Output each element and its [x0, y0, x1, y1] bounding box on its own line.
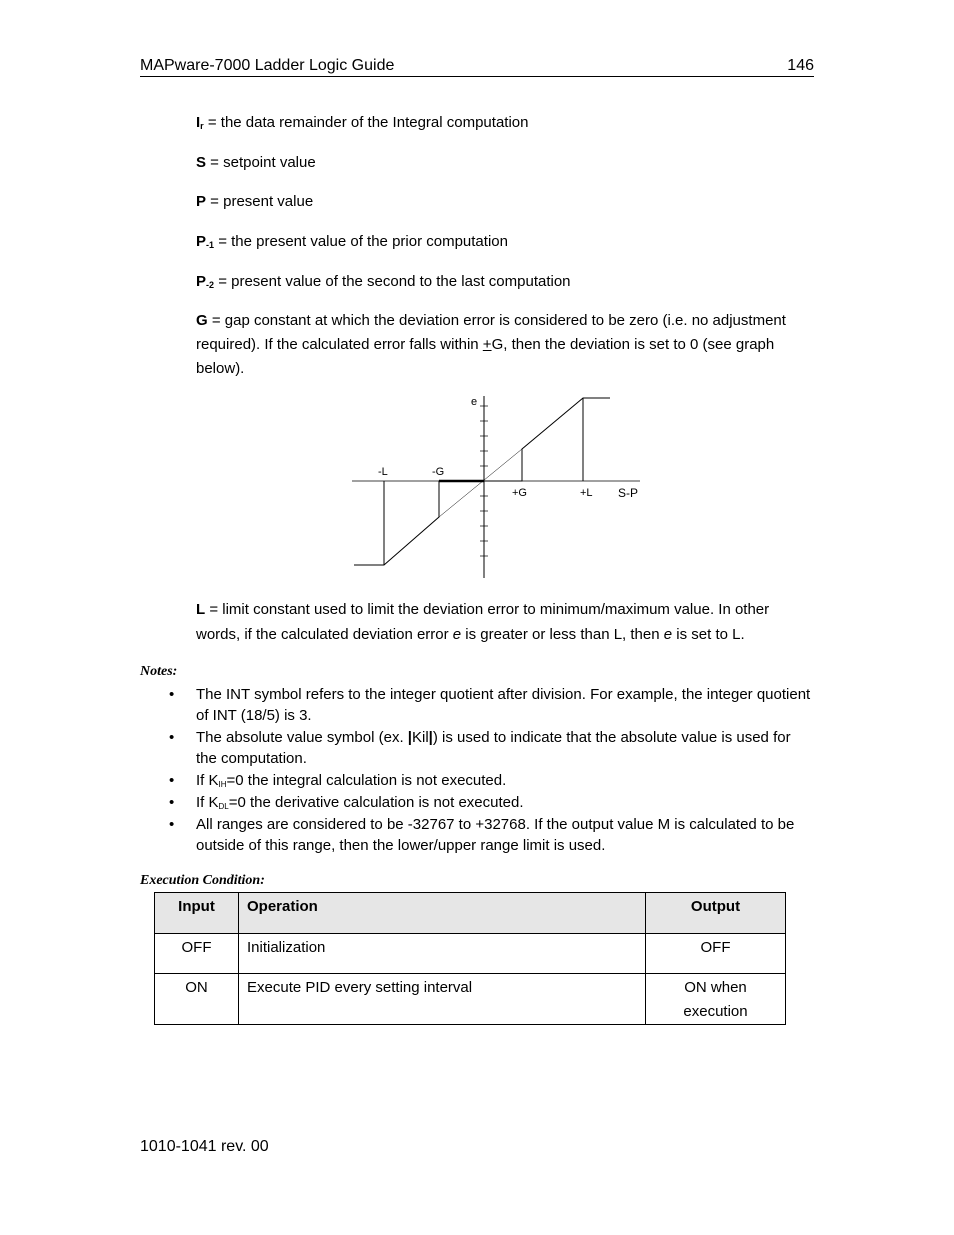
deadband-graph — [340, 390, 650, 585]
symbol: L — [196, 601, 206, 618]
note-text: Kil — [411, 729, 429, 746]
cell-operation: Initialization — [239, 934, 646, 974]
note-kdl — [196, 792, 814, 813]
subscript: -2 — [206, 280, 215, 290]
header-input: Input — [155, 893, 239, 934]
cell-input: ON — [155, 974, 239, 1025]
definition-text: is greater or less than L, then — [461, 626, 664, 643]
definition-text: is set to L. — [672, 626, 745, 643]
y-axis-label: e — [471, 396, 478, 408]
abs-bar-left: | — [407, 729, 412, 746]
table-row — [155, 934, 786, 974]
note-text: ) is used to indicate that the absolute value is used for the computation. — [196, 729, 791, 767]
page-header — [140, 56, 814, 77]
symbol: P — [196, 193, 207, 210]
cell-output: ON when execution — [646, 974, 786, 1025]
subscript: -1 — [206, 240, 215, 250]
note-text: If K — [196, 794, 219, 811]
notes-list — [196, 684, 814, 857]
error-symbol: e — [452, 626, 462, 643]
reference-diagonal — [439, 449, 522, 517]
definition-text: G, then the deviation is set to 0 (see graph below). — [196, 336, 775, 377]
note-absolute-value — [196, 727, 814, 769]
symbol: P — [196, 233, 207, 250]
definition-text: = present value — [206, 193, 314, 210]
note-kih — [196, 770, 814, 791]
header-operation: Operation — [239, 893, 646, 934]
symbol: G — [196, 312, 208, 329]
definition-ir — [196, 111, 814, 135]
definition-text: = limit constant used to limit the deviation error to minimum/maximum value. In other words, if the calculated deviation error — [196, 601, 770, 643]
cell-output: OFF — [646, 934, 786, 974]
note-ranges: • All ranges are considered to be -32767 to +32768. If the output value M is calculated to be outside of this range, then the lower/upper range limit is used. — [196, 814, 814, 856]
cell-operation: Execute PID every setting interval — [239, 974, 646, 1025]
definition-p1 — [196, 230, 814, 254]
note-text: =0 the derivative calculation is not executed. — [228, 794, 524, 811]
x-axis-label: S-P — [618, 486, 639, 500]
table-row — [155, 974, 786, 1025]
notes-heading: Notes: — [140, 664, 178, 679]
symbol: I — [196, 114, 201, 131]
definition-g — [196, 309, 814, 381]
definition-l — [196, 597, 814, 647]
symbol: P — [196, 273, 207, 290]
neg-g-label: -G — [432, 466, 445, 478]
pos-g-label: +G — [512, 487, 527, 499]
definition-p — [196, 190, 814, 214]
neg-l-label: -L — [378, 466, 388, 478]
definition-p2 — [196, 270, 814, 294]
pos-l-label: +L — [580, 487, 593, 499]
header-title: MAPware-7000 Ladder Logic Guide — [140, 57, 395, 74]
note-int-symbol: • The INT symbol refers to the integer quotient after division. For example, the integer quotient of INT (18/5) is 3. — [196, 684, 814, 726]
subscript: IH — [218, 780, 227, 789]
note-text: =0 the integral calculation is not executed. — [226, 772, 507, 789]
page-number: 146 — [787, 57, 814, 74]
document-id: 1010-1041 rev. 00 — [140, 1138, 269, 1155]
abs-bar-right: | — [428, 729, 433, 746]
definition-text: = the data remainder of the Integral computation — [203, 114, 529, 131]
definition-text: = present value of the second to the last computation — [214, 273, 571, 290]
definition-text: = the present value of the prior computation — [214, 233, 508, 250]
definition-text: = gap constant at which the deviation error is considered to be zero (i.e. no adjustment required). If the calculated error falls within — [196, 312, 786, 353]
table-header-row — [155, 893, 786, 934]
symbol: S — [196, 154, 207, 171]
definition-text: = setpoint value — [206, 154, 316, 171]
note-text: The absolute value symbol (ex. — [196, 729, 408, 746]
definition-s — [196, 151, 814, 175]
header-output: Output — [646, 893, 786, 934]
plus-minus-sign: + — [482, 336, 492, 353]
note-text: If K — [196, 772, 219, 789]
subscript: r — [200, 121, 204, 131]
execution-table — [154, 892, 786, 1025]
execution-heading: Execution Condition: — [140, 873, 265, 888]
cell-input: OFF — [155, 934, 239, 974]
error-symbol: e — [663, 626, 673, 643]
subscript: DL — [218, 802, 229, 811]
